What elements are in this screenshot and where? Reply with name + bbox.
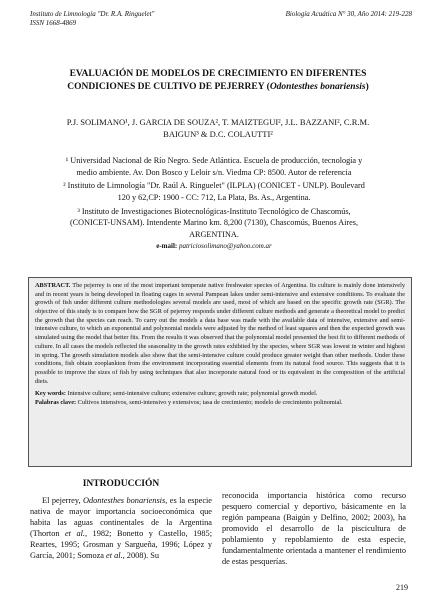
- palabras-paragraph: [35, 399, 405, 408]
- intro-etal-1: et al.: [64, 528, 85, 538]
- abstract-box: [28, 277, 412, 467]
- article-title: [50, 68, 386, 95]
- intro-right-column: [222, 490, 406, 567]
- intro-text-2: , es la especie nativa de mayor importancia socioeconómica que habita las aguas continentales de la Argentina (Thorton: [30, 495, 212, 538]
- intro-paragraph-right: reconocida importancia histórica como recurso pesquero comercial y deportivo, básicamente en la región pampeana (Baigún y Delfino, 2002; 2003), ha promovido el desarrollo de la piscicultura de poblamiento y repoblamiento de esta especie, fundamentalmente orientada a mantener el rendimiento de estas pesquerías.: [222, 491, 406, 567]
- authors: P.J. SOLIMANO¹, J. GARCIA DE SOUZA², T. MAIZTEGUI², J.L. BAZZANI², C.R.M. BAIGUN³ & D.C. COLAUTTI²: [66, 117, 370, 140]
- affiliations: [58, 155, 370, 252]
- title-close: ): [365, 82, 369, 93]
- palabras-text: Cultivos intensivos, semi-intensivo y extensivos; tasa de crecimiento; modelo de crecimiento polinomial.: [76, 398, 343, 406]
- email-label: e-mail:: [156, 242, 178, 251]
- intro-species: Odontesthes bonariensis: [83, 495, 166, 505]
- keywords-heading: Key words:: [35, 390, 66, 398]
- title-species: Odontesthes bonariensis: [269, 82, 366, 93]
- intro-text-1: El pejerrey,: [42, 495, 84, 505]
- intro-etal-2: et al.: [106, 550, 123, 560]
- keywords-text: Intensive culture; semi-intensive culture; extensive culture; growth rate; polynomial growth model.: [65, 390, 318, 398]
- intro-left-column: [30, 478, 212, 561]
- email-line: [58, 242, 370, 252]
- journal-citation: Biología Acuática N° 30, Año 2014: 219-228: [285, 10, 412, 18]
- intro-text-3: , 1982; Bonetto y Castello, 1985; Reartes, 1995; Grosman y Sargueña, 1996; López y García, 2001; Somoza: [30, 528, 212, 560]
- email-address[interactable]: patriciosolimano@yahoo.com.ar: [178, 242, 272, 251]
- abstract-text: The pejerrey is one of the most important temperate native freshwater species of Argentina. Its culture is mainly done intensively and in recent years is being developed in floating cages in several Pampean lakes under semi-intensive and extensive conditions. To evaluate the growth of fish under different culture methodologies several models are used, most of which are based on the specific growth rate (SGR). The objective of this study is to compare how the SGR of pejerrey responds under different culture methods and generate a theoretical model to predict the growth that the species can reach. To carry out the models a data base was made with the available data of intensive, extensive and semi-intensive culture, to which an exponential and polynomial models were adjusted by the method of least squares and then the expected growth was simulated using the model that better fits. From the results it was observed that the polynomial model presented the best fit to different methods of culture. In all cases the models reflected the seasonality in the growth rates exhibited by the species, where SGR was lowest in winter and highest in spring. The growth simulation models also show that the semi-intensive culture could produce greater weight than other methods. Under these conditions, fish obtain zooplankton from the environment incorporating essential elements from its natural food source. This suggests that it is possible to improve the sizes of fish by using techniques that also incorporate natural food or its equivalent in the composition of the artificial diets.: [35, 282, 405, 385]
- intro-text-4: , 2008). Su: [122, 550, 160, 560]
- keywords-paragraph: [35, 390, 405, 399]
- abstract-paragraph: [35, 282, 405, 386]
- issn: ISSN 1668-4869: [30, 19, 77, 28]
- institute-name: Instituto de Limnología "Dr. R.A. Ringuelet": [30, 10, 155, 18]
- palabras-heading: Palabras clave:: [35, 398, 77, 406]
- page-number: 219: [396, 583, 408, 592]
- affiliation-1: ¹ Universidad Nacional de Río Negro. Sede Atlántica. Escuela de producción, tecnología y medio ambiente. Av. Don Bosco y Leloir s/n. Viedma CP: 8500. Autor de referencia: [65, 156, 363, 177]
- intro-heading: INTRODUCCIÓN: [82, 479, 160, 489]
- title-main: EVALUACIÓN DE MODELOS DE CRECIMIENTO EN DIFERENTES CONDICIONES DE CULTIVO DE PEJERREY (: [67, 69, 367, 93]
- abstract-heading: ABSTRACT.: [35, 282, 71, 289]
- intro-paragraph-left: [30, 495, 212, 561]
- affiliation-3: ³ Instituto de Investigaciones Biotecnológicas-Instituto Tecnológico de Chascomús, (CONICET-UNSAM). Intendente Marino km. 8,200 (7130), Chascomús, Buenos Aires, ARGENTINA.: [69, 206, 359, 239]
- running-head-left: [30, 10, 154, 29]
- affiliation-2: ² Instituto de Limnología "Dr. Raúl A. Ringuelet" (ILPLA) (CONICET - UNLP). Boulevard 120 y 62,CP: 1900 - CC: 712, La Plata, Bs. As., Argentina.: [63, 181, 365, 202]
